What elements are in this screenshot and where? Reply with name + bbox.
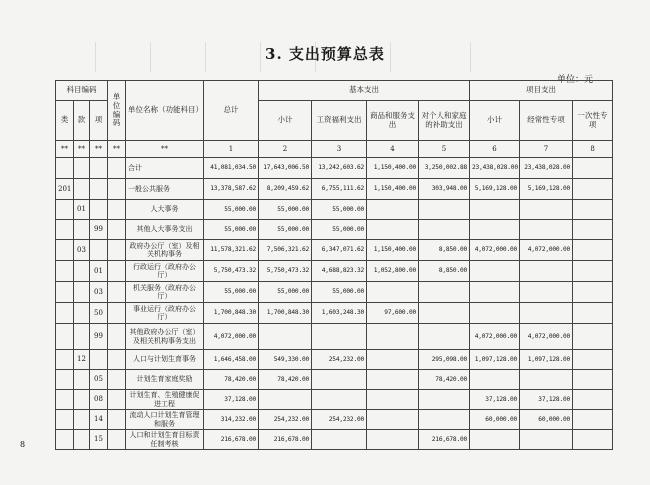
- goods-services-header: 商品和服务支出: [367, 101, 419, 141]
- salary-cell: 1,603,248.30: [312, 303, 367, 324]
- unit-name-cell: 事业运行（政府办公厅）: [126, 303, 204, 324]
- basic-subtotal-cell: 55,000.00: [259, 200, 312, 220]
- project-subtotal-cell: [470, 303, 520, 324]
- xiang-cell: 99: [90, 220, 108, 240]
- salary-cell: 55,000.00: [312, 200, 367, 220]
- goods-services-cell: 97,600.00: [367, 303, 419, 324]
- unit-code-cell: [108, 350, 126, 370]
- total-cell: 1,646,458.00: [204, 350, 259, 370]
- salary-cell: [312, 390, 367, 410]
- page-number: 8: [20, 440, 26, 449]
- basic-subtotal-cell: [259, 324, 312, 350]
- unit-code-cell: [108, 200, 126, 220]
- total-cell: 55,000.00: [204, 282, 259, 303]
- goods-services-cell: 1,150,400.00: [367, 179, 419, 200]
- unit-name-cell: 人口与计划生育事务: [126, 350, 204, 370]
- index-cell: 3: [312, 141, 367, 158]
- table-row: [56, 282, 613, 303]
- project-subtotal-cell: 4,072,000.00: [470, 324, 520, 350]
- bleed-through-background: [0, 0, 650, 80]
- total-cell: 1,700,848.30: [204, 303, 259, 324]
- onetime-special-cell: [573, 350, 613, 370]
- table-row: [56, 179, 613, 200]
- onetime-special-cell: [573, 158, 613, 179]
- onetime-special-cell: [573, 179, 613, 200]
- subsidy-cell: [419, 282, 470, 303]
- lei-cell: [56, 200, 74, 220]
- basic-subtotal-cell: 5,750,473.32: [259, 261, 312, 282]
- unit-code-cell: [108, 220, 126, 240]
- lei-cell: [56, 410, 74, 430]
- xiang-cell: [90, 158, 108, 179]
- index-cell: 6: [470, 141, 520, 158]
- total-cell: 5,750,473.32: [204, 261, 259, 282]
- goods-services-cell: 1,150,400.00: [367, 240, 419, 261]
- table-row: [56, 261, 613, 282]
- subsidy-cell: 8,850.00: [419, 261, 470, 282]
- basic-subtotal-header: 小计: [259, 101, 312, 141]
- unit-code-cell: [108, 370, 126, 390]
- lei-cell: [56, 261, 74, 282]
- project-subtotal-header: 小计: [470, 101, 520, 141]
- lei-cell: [56, 370, 74, 390]
- onetime-special-cell: [573, 282, 613, 303]
- onetime-special-cell: [573, 390, 613, 410]
- regular-special-cell: [520, 430, 573, 450]
- goods-services-cell: [367, 282, 419, 303]
- onetime-special-cell: [573, 220, 613, 240]
- table-row: [56, 303, 613, 324]
- unit-code-cell: [108, 390, 126, 410]
- table-row: [56, 220, 613, 240]
- total-cell: 11,578,321.62: [204, 240, 259, 261]
- kuan-cell: 12: [74, 350, 90, 370]
- index-cell: 8: [573, 141, 613, 158]
- subsidy-header: 对个人和家庭的补助支出: [419, 101, 470, 141]
- goods-services-cell: [367, 220, 419, 240]
- basic-subtotal-cell: 1,700,848.30: [259, 303, 312, 324]
- basic-subtotal-cell: 254,232.00: [259, 410, 312, 430]
- xiang-cell: [90, 350, 108, 370]
- salary-cell: 6,347,071.62: [312, 240, 367, 261]
- lei-cell: [56, 390, 74, 410]
- unit-name-cell: 合计: [126, 158, 204, 179]
- kuan-cell: [74, 430, 90, 450]
- unit-name-cell: 人大事务: [126, 200, 204, 220]
- project-subtotal-cell: [470, 220, 520, 240]
- total-cell: 37,128.00: [204, 390, 259, 410]
- subsidy-cell: [419, 220, 470, 240]
- unit-name-cell: 政府办公厅（室）及相关机构事务: [126, 240, 204, 261]
- goods-services-cell: [367, 430, 419, 450]
- unit-code-cell: [108, 282, 126, 303]
- total-cell: 13,378,587.62: [204, 179, 259, 200]
- regular-special-cell: 37,128.00: [520, 390, 573, 410]
- basic-subtotal-cell: 216,678.00: [259, 430, 312, 450]
- project-subtotal-cell: [470, 370, 520, 390]
- project-subtotal-cell: 1,097,128.00: [470, 350, 520, 370]
- goods-services-cell: [367, 410, 419, 430]
- kuan-cell: 03: [74, 240, 90, 261]
- regular-special-cell: 4,072,000.00: [520, 324, 573, 350]
- unit-code-cell: [108, 410, 126, 430]
- unit-code-header: 单位编码: [108, 81, 126, 141]
- table-row: [56, 350, 613, 370]
- xiang-cell: 14: [90, 410, 108, 430]
- onetime-special-cell: [573, 324, 613, 350]
- project-subtotal-cell: [470, 430, 520, 450]
- subsidy-cell: 303,948.00: [419, 179, 470, 200]
- kuan-header: 款: [74, 101, 90, 141]
- kuan-cell: [74, 390, 90, 410]
- goods-services-cell: 1,052,800.00: [367, 261, 419, 282]
- total-header: 总计: [204, 81, 259, 141]
- total-cell: 41,081,034.50: [204, 158, 259, 179]
- subsidy-cell: 216,678.00: [419, 430, 470, 450]
- unit-name-cell: 流动人口计划生育管理和服务: [126, 410, 204, 430]
- regular-special-cell: [520, 303, 573, 324]
- table-row: [56, 430, 613, 450]
- basic-subtotal-cell: 7,506,321.62: [259, 240, 312, 261]
- page-title: 3. 支出预算总表: [265, 45, 385, 63]
- unit-code-cell: [108, 261, 126, 282]
- basic-expenditure-header: 基本支出: [259, 81, 470, 101]
- index-cell: 1: [204, 141, 259, 158]
- salary-cell: [312, 324, 367, 350]
- xiang-header: 项: [90, 101, 108, 141]
- lei-cell: [56, 282, 74, 303]
- lei-cell: [56, 303, 74, 324]
- table-row: [56, 410, 613, 430]
- project-subtotal-cell: [470, 261, 520, 282]
- project-subtotal-cell: [470, 200, 520, 220]
- salary-cell: [312, 430, 367, 450]
- table-row: [56, 158, 613, 179]
- lei-header: 类: [56, 101, 74, 141]
- salary-cell: 4,688,823.32: [312, 261, 367, 282]
- kuan-cell: 01: [74, 200, 90, 220]
- table-row: [56, 240, 613, 261]
- kuan-cell: [74, 303, 90, 324]
- onetime-special-cell: [573, 200, 613, 220]
- goods-services-cell: 1,150,400.00: [367, 158, 419, 179]
- table-row: [56, 390, 613, 410]
- lei-cell: 201: [56, 179, 74, 200]
- basic-subtotal-cell: [259, 390, 312, 410]
- salary-cell: 55,000.00: [312, 282, 367, 303]
- xiang-cell: 50: [90, 303, 108, 324]
- total-cell: 55,000.00: [204, 200, 259, 220]
- table-row: [56, 370, 613, 390]
- regular-special-cell: [520, 261, 573, 282]
- index-cell: 2: [259, 141, 312, 158]
- subsidy-cell: 295,098.00: [419, 350, 470, 370]
- index-cell: **: [126, 141, 204, 158]
- kuan-cell: [74, 261, 90, 282]
- xiang-cell: [90, 200, 108, 220]
- regular-special-cell: [520, 220, 573, 240]
- xiang-cell: [90, 240, 108, 261]
- subsidy-cell: [419, 303, 470, 324]
- index-cell: **: [108, 141, 126, 158]
- salary-cell: 13,242,603.62: [312, 158, 367, 179]
- unit-name-cell: 计划生育家庭奖励: [126, 370, 204, 390]
- table-row: [56, 200, 613, 220]
- unit-name-cell: 一般公共服务: [126, 179, 204, 200]
- subject-code-header: 科目编码: [56, 81, 108, 101]
- unit-name-cell: 计划生育、生殖健康促进工程: [126, 390, 204, 410]
- unit-name-cell: 行政运行（政府办公厅）: [126, 261, 204, 282]
- goods-services-cell: [367, 324, 419, 350]
- subsidy-cell: [419, 410, 470, 430]
- header-row-1: [56, 81, 613, 101]
- salary-cell: 55,000.00: [312, 220, 367, 240]
- regular-special-cell: 23,438,028.00: [520, 158, 573, 179]
- subsidy-cell: 3,250,002.88: [419, 158, 470, 179]
- xiang-cell: 03: [90, 282, 108, 303]
- unit-name-cell: 其他人大事务支出: [126, 220, 204, 240]
- regular-special-cell: 60,000.00: [520, 410, 573, 430]
- basic-subtotal-cell: 549,330.00: [259, 350, 312, 370]
- index-cell: **: [56, 141, 74, 158]
- total-cell: 314,232.00: [204, 410, 259, 430]
- salary-cell: [312, 370, 367, 390]
- regular-special-cell: 1,097,128.00: [520, 350, 573, 370]
- index-cell: 7: [520, 141, 573, 158]
- basic-subtotal-cell: 55,000.00: [259, 282, 312, 303]
- regular-special-cell: [520, 282, 573, 303]
- onetime-special-cell: [573, 430, 613, 450]
- goods-services-cell: [367, 200, 419, 220]
- onetime-special-cell: [573, 240, 613, 261]
- lei-cell: [56, 430, 74, 450]
- kuan-cell: [74, 158, 90, 179]
- xiang-cell: 08: [90, 390, 108, 410]
- xiang-cell: 05: [90, 370, 108, 390]
- onetime-special-cell: [573, 303, 613, 324]
- regular-special-cell: 4,072,000.00: [520, 240, 573, 261]
- total-cell: 4,072,000.00: [204, 324, 259, 350]
- unit-code-cell: [108, 179, 126, 200]
- lei-cell: [56, 324, 74, 350]
- project-subtotal-cell: 37,128.00: [470, 390, 520, 410]
- unit-code-cell: [108, 240, 126, 261]
- regular-special-cell: 5,169,128.00: [520, 179, 573, 200]
- column-index-row: [56, 141, 613, 158]
- unit-name-cell: 其他政府办公厅（室）及相关机构事务支出: [126, 324, 204, 350]
- onetime-special-cell: [573, 410, 613, 430]
- project-subtotal-cell: [470, 282, 520, 303]
- kuan-cell: [74, 282, 90, 303]
- unit-name-cell: 机关服务（政府办公厅）: [126, 282, 204, 303]
- kuan-cell: [74, 370, 90, 390]
- xiang-cell: [90, 179, 108, 200]
- unit-code-cell: [108, 324, 126, 350]
- salary-header: 工资福利支出: [312, 101, 367, 141]
- onetime-special-header: 一次性专项: [573, 101, 613, 141]
- kuan-cell: [74, 410, 90, 430]
- subsidy-cell: [419, 390, 470, 410]
- index-cell: 5: [419, 141, 470, 158]
- total-cell: 216,678.00: [204, 430, 259, 450]
- basic-subtotal-cell: 78,420.00: [259, 370, 312, 390]
- xiang-cell: 15: [90, 430, 108, 450]
- project-subtotal-cell: 60,000.00: [470, 410, 520, 430]
- unit-code-cell: [108, 303, 126, 324]
- basic-subtotal-cell: 8,209,459.62: [259, 179, 312, 200]
- goods-services-cell: [367, 350, 419, 370]
- kuan-cell: [74, 220, 90, 240]
- basic-subtotal-cell: 55,000.00: [259, 220, 312, 240]
- goods-services-cell: [367, 370, 419, 390]
- expenditure-budget-table: [55, 80, 613, 450]
- table-row: [56, 324, 613, 350]
- lei-cell: [56, 350, 74, 370]
- goods-services-cell: [367, 390, 419, 410]
- index-cell: **: [90, 141, 108, 158]
- kuan-cell: [74, 179, 90, 200]
- subsidy-cell: [419, 324, 470, 350]
- lei-cell: [56, 220, 74, 240]
- unit-code-cell: [108, 158, 126, 179]
- unit-code-cell: [108, 430, 126, 450]
- salary-cell: 254,232.00: [312, 410, 367, 430]
- xiang-cell: 01: [90, 261, 108, 282]
- project-subtotal-cell: 4,072,000.00: [470, 240, 520, 261]
- xiang-cell: 99: [90, 324, 108, 350]
- index-cell: 4: [367, 141, 419, 158]
- salary-cell: 254,232.00: [312, 350, 367, 370]
- subsidy-cell: 8,850.00: [419, 240, 470, 261]
- project-expenditure-header: 项目支出: [470, 81, 613, 101]
- lei-cell: [56, 158, 74, 179]
- lei-cell: [56, 240, 74, 261]
- regular-special-cell: [520, 200, 573, 220]
- project-subtotal-cell: 23,438,028.00: [470, 158, 520, 179]
- subsidy-cell: 78,420.00: [419, 370, 470, 390]
- onetime-special-cell: [573, 370, 613, 390]
- subsidy-cell: [419, 200, 470, 220]
- kuan-cell: [74, 324, 90, 350]
- unit-label: 单位：元: [557, 75, 594, 85]
- total-cell: 78,420.00: [204, 370, 259, 390]
- unit-name-header: 单位名称（功能科目）: [126, 81, 204, 141]
- total-cell: 55,000.00: [204, 220, 259, 240]
- basic-subtotal-cell: 17,643,006.50: [259, 158, 312, 179]
- project-subtotal-cell: 5,169,128.00: [470, 179, 520, 200]
- salary-cell: 6,755,111.62: [312, 179, 367, 200]
- unit-name-cell: 人口和计划生育目标责任制考核: [126, 430, 204, 450]
- index-cell: **: [74, 141, 90, 158]
- onetime-special-cell: [573, 261, 613, 282]
- regular-special-cell: [520, 370, 573, 390]
- regular-special-header: 经常性专项: [520, 101, 573, 141]
